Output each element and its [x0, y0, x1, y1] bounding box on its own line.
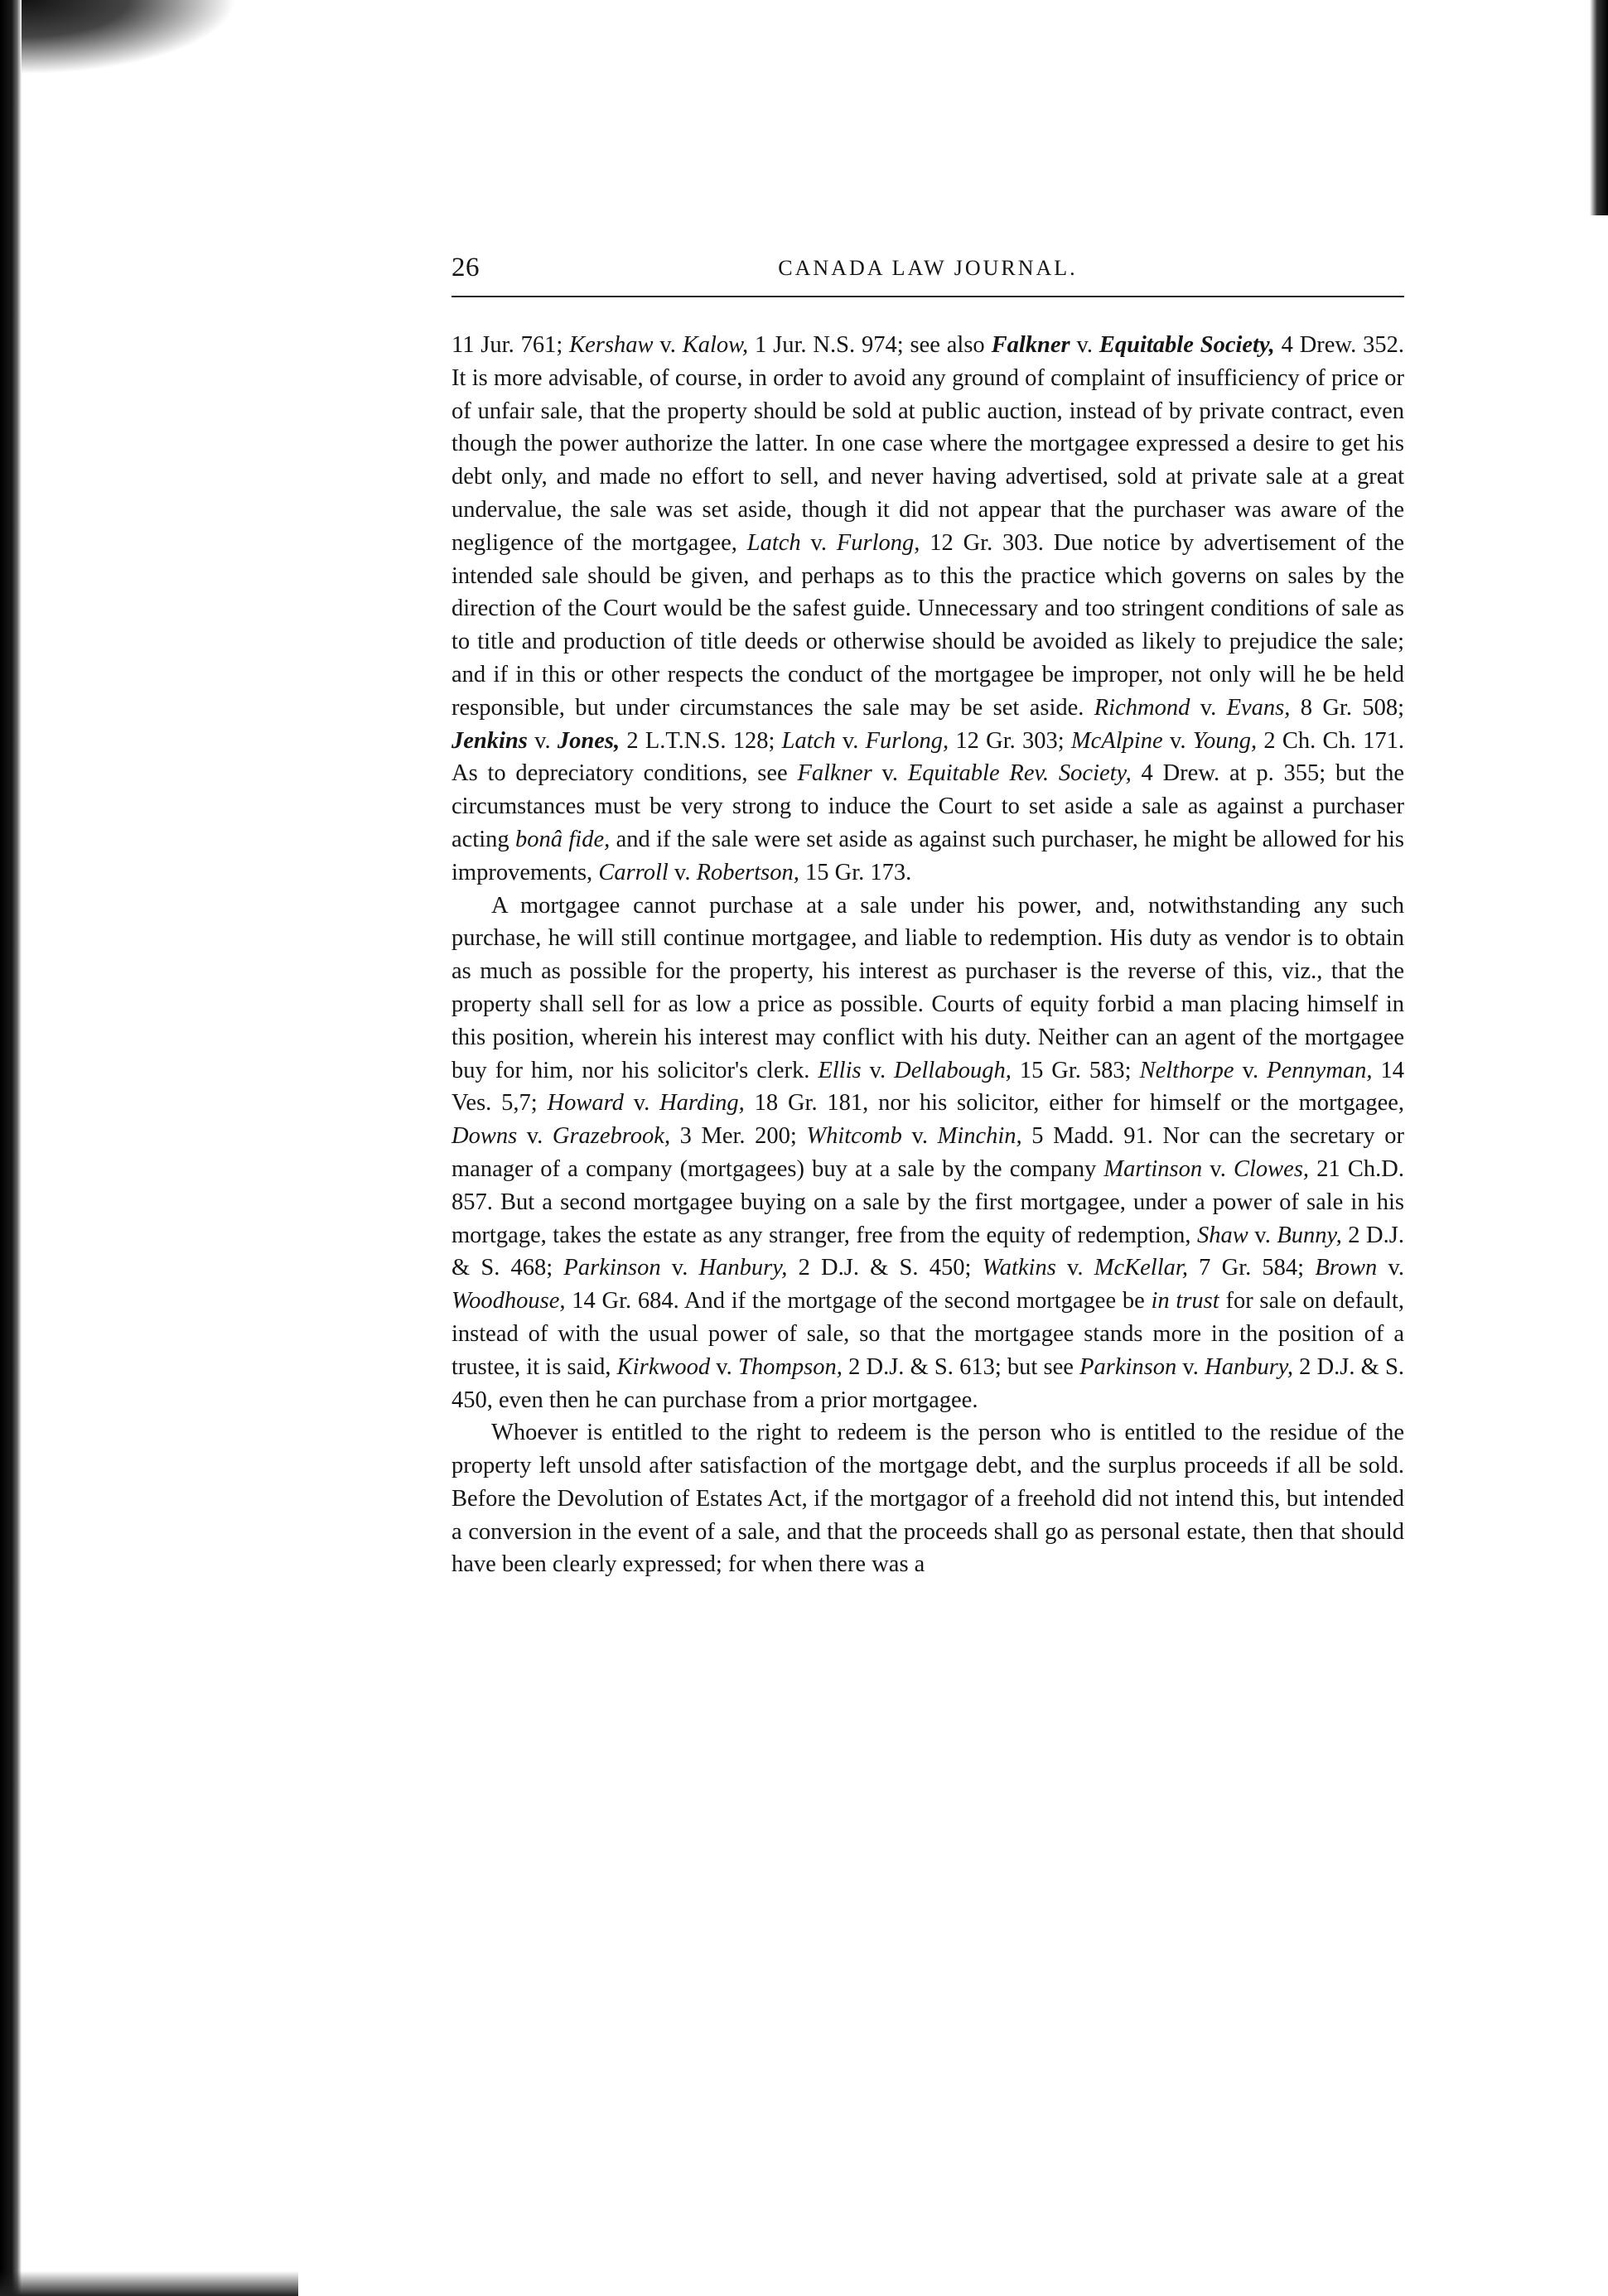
case-name: Martinson: [1103, 1155, 1203, 1182]
case-name: Latch: [746, 529, 801, 556]
text-run: 2 D.J. & S. 468;: [451, 1222, 1404, 1281]
text-run: v.: [710, 1353, 738, 1380]
text-run: v.: [872, 760, 908, 787]
case-name: Whitcomb: [806, 1123, 902, 1150]
case-name: Ellis: [818, 1057, 862, 1083]
case-name: Downs: [451, 1123, 518, 1150]
case-name: Latch: [781, 727, 836, 754]
case-name: Hanbury,: [1205, 1353, 1293, 1380]
text-run: 5 Madd. 91. Nor can the secretary or manager of a company (mortgagees) buy at a sale by the company: [451, 1123, 1404, 1182]
text-run: 1 Jur. N.S. 974; see also: [748, 332, 992, 358]
text-run: 18 Gr. 181, nor his solicitor, either for himself or the mortgagee,: [744, 1090, 1404, 1117]
case-name: Clowes,: [1234, 1155, 1310, 1182]
case-name-bold: Equitable Society,: [1099, 332, 1275, 358]
text-run: v.: [1162, 727, 1193, 754]
header-rule: [451, 296, 1404, 297]
paragraph-2: [451, 890, 1404, 1417]
case-name: Furlong,: [836, 529, 920, 556]
case-name: Bunny,: [1277, 1222, 1342, 1248]
text-run: for sale on default, instead of with the usual power of sale, so that the mortgagee stands more in the position of a trustee, it is said,: [451, 1288, 1404, 1380]
scan-shadow-left: [0, 0, 22, 2296]
text-run: v.: [1070, 332, 1099, 358]
text-run: 15 Gr. 173.: [799, 859, 912, 885]
text-run: v.: [527, 727, 558, 754]
case-name-bold: Falkner: [991, 332, 1070, 358]
text-run: v.: [1202, 1155, 1234, 1182]
text-run: v.: [1234, 1057, 1268, 1083]
paragraph-3: [451, 1416, 1404, 1581]
text-run: v.: [835, 727, 866, 754]
text-run: 4 Drew. at p. 355; but the circumstances must be very strong to induce the Court to set aside a sale as against a purchaser acting: [451, 760, 1404, 852]
text-run: 14 Gr. 684. And if the mortgage of the second mortgagee be: [565, 1288, 1152, 1314]
text-run: 4 Drew. 352. It is more advisable, of course, in order to avoid any ground of complaint of insufficiency of price or of unfair sale, that the property should be sold at public auction, instead of by private contract, even though the power authorize the latter. In one case where the mortgagee expressed a desire to get his debt only, and made no effort to sell, and never having advertised, sold at private sale at a great undervalue, the sale was set aside, though it did not appear that the purchaser was aware of the negligence of the mortgagee,: [451, 332, 1405, 556]
case-name: Pennyman,: [1267, 1057, 1373, 1083]
case-name: Parkinson: [1079, 1353, 1177, 1380]
case-name: Hanbury,: [698, 1255, 788, 1281]
text-run: v.: [1248, 1222, 1277, 1248]
case-name: Robertson,: [696, 859, 799, 885]
case-name: Kirkwood: [616, 1353, 711, 1380]
running-header: [451, 253, 1404, 292]
case-name: Woodhouse,: [451, 1288, 566, 1314]
text-run: v.: [1055, 1255, 1094, 1281]
text-run: 7 Gr. 584;: [1187, 1255, 1316, 1281]
text-run: 2 D.J. & S. 450;: [787, 1255, 983, 1281]
text-run: v.: [1190, 694, 1227, 721]
text-run: 12 Gr. 303;: [949, 727, 1071, 754]
text-run: v.: [623, 1090, 660, 1117]
text-run: v.: [861, 1057, 895, 1083]
case-name: Carroll: [598, 859, 669, 885]
case-name: Young,: [1192, 727, 1258, 754]
text-run: 11 Jur. 761;: [451, 332, 570, 358]
case-name: Falkner: [797, 760, 872, 787]
case-name-bold: Jones,: [557, 727, 621, 754]
text-run: 2 D.J. & S. 613; but see: [842, 1353, 1080, 1380]
case-name: in trust: [1151, 1288, 1219, 1314]
text-run: v.: [901, 1123, 938, 1150]
case-name: Equitable Rev. Society,: [907, 760, 1132, 787]
case-name: Parkinson: [563, 1255, 661, 1281]
page-number: 26: [451, 253, 480, 282]
case-name: Furlong,: [865, 727, 949, 754]
case-name: Howard: [547, 1090, 624, 1117]
text-run: 2 Ch. Ch. 171. As to depreciatory conditions, see: [451, 727, 1404, 787]
paragraph-1: [451, 329, 1404, 890]
case-name: Kalow,: [682, 332, 749, 358]
case-name: Thompson,: [737, 1353, 843, 1380]
case-name: Kershaw: [569, 332, 654, 358]
case-name: Watkins: [982, 1255, 1056, 1281]
document-page: [451, 253, 1404, 1581]
case-name: bonâ fide,: [515, 826, 611, 852]
text-run: v.: [1176, 1353, 1205, 1380]
text-run: 3 Mer. 200;: [670, 1123, 807, 1150]
case-name: Brown: [1315, 1255, 1378, 1281]
text-run: v.: [517, 1123, 553, 1150]
case-name: Richmond: [1094, 694, 1190, 721]
text-run: v.: [800, 529, 837, 556]
text-run: 12 Gr. 303. Due notice by advertisement of the intended sale should be given, and perhaps as to this the practice which governs on sales by the direction of the Court would be the safest guide. Unnecessary and too stringent conditions of sale as to title and production of title deeds or otherwise should be avoided as likely to prejudice the sale; and if in this or other respects the conduct of the mortgagee be improper, not only will he be held responsible, but under circumstances the sale may be set aside.: [451, 529, 1404, 721]
case-name: Minchin,: [937, 1123, 1022, 1150]
text-run: 15 Gr. 583;: [1011, 1057, 1140, 1083]
text-run: 21 Ch.D. 857. But a second mortgagee buying on a sale by the first mortgagee, under a power of sale in his mortgage, takes the estate as any stranger, free from the equity of redemption,: [451, 1155, 1404, 1248]
journal-title: CANADA LAW JOURNAL.: [778, 256, 1078, 280]
scan-shadow-top-left: [22, 0, 237, 75]
case-name-bold: Jenkins: [451, 727, 528, 754]
text-run: and if the sale were set aside as against such purchaser, he might be allowed for his improvements,: [451, 826, 1404, 885]
scan-shadow-right: [1590, 0, 1608, 215]
case-name: Shaw: [1197, 1222, 1248, 1248]
text-run: v.: [660, 1255, 699, 1281]
case-name: Grazebrook,: [552, 1123, 671, 1150]
text-run: v.: [1377, 1255, 1404, 1281]
text-run: 8 Gr. 508;: [1290, 694, 1405, 721]
body-text: [451, 329, 1404, 1581]
case-name: Nelthorpe: [1139, 1057, 1234, 1083]
case-name: Dellabough,: [894, 1057, 1012, 1083]
text-run: 2 L.T.N.S. 128;: [620, 727, 782, 754]
text-run: A mortgagee cannot purchase at a sale under his power, and, notwithstanding any such purchase, he will still continue mortgagee, and liable to redemption. His duty as vendor is to obtain as much as possible for the property, his interest as purchaser is the reverse of this, viz., that the property shall sell for as low a price as possible. Courts of equity forbid a man placing himself in this position, wherein his interest may conflict with his duty. Neither can an agent of the mortgagee buy for him, nor his solicitor's clerk.: [451, 892, 1404, 1083]
text-run: 2 D.J. & S. 450, even then he can purchase from a prior mortgagee.: [451, 1353, 1404, 1413]
text-run: v.: [668, 859, 697, 885]
case-name: McKellar,: [1094, 1255, 1188, 1281]
case-name: Harding,: [659, 1090, 745, 1117]
text-run: Whoever is entitled to the right to redeem is the person who is entitled to the residue of the property left unsold after satisfaction of the mortgage debt, and the surplus proceeds if all be sold. Before the Devolution of Estates Act, if the mortgagor of a freehold did not intend this, but intended a conversion in the event of a sale, and that the proceeds shall go as personal estate, then that should have been clearly expressed; for when there was a: [451, 1420, 1404, 1578]
scan-shadow-bottom: [0, 2271, 298, 2296]
case-name: McAlpine: [1070, 727, 1163, 754]
case-name: Evans,: [1226, 694, 1291, 721]
text-run: v.: [653, 332, 683, 358]
text-run: 14 Ves. 5,7;: [451, 1057, 1405, 1117]
